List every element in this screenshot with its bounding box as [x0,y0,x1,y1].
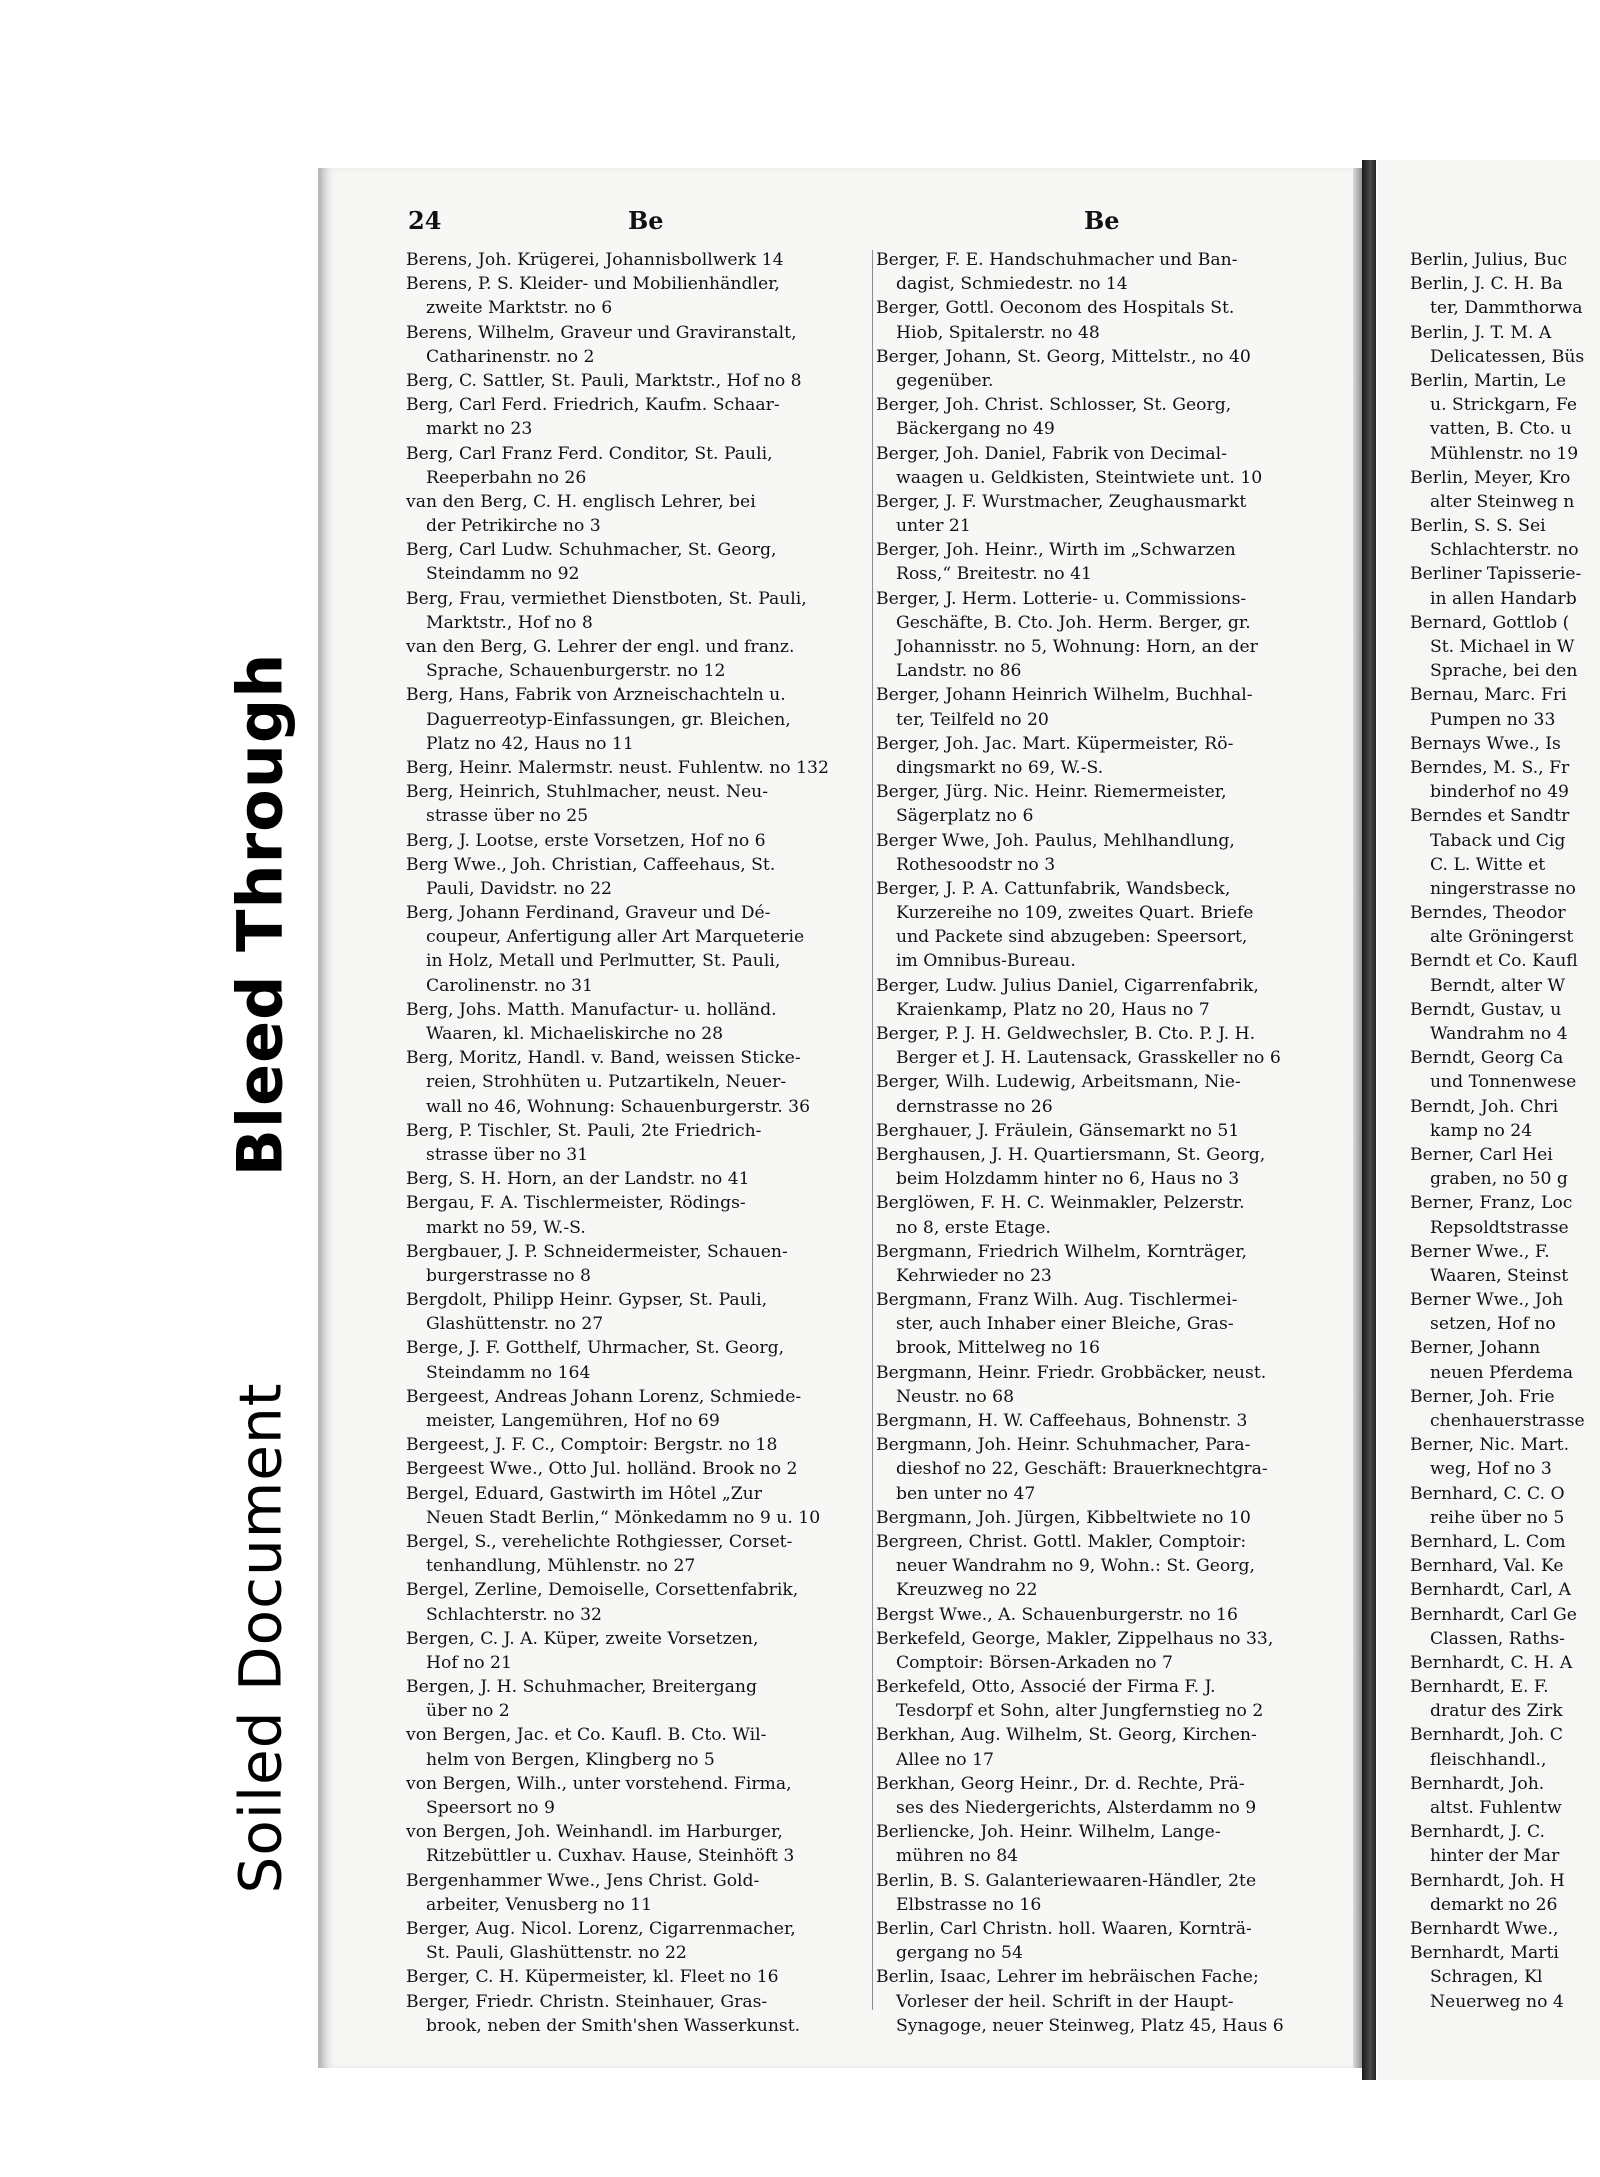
running-head-left: Be [628,206,664,235]
directory-entry-line: burgerstrasse no 8 [426,1265,591,1286]
directory-entry-line: u. Strickgarn, Fe [1430,395,1578,416]
directory-entry-line: van den Berg, G. Lehrer der engl. und franz. [406,637,795,657]
directory-entry-line: Bergen, J. H. Schuhmacher, Breitergang [406,1677,757,1698]
directory-entry-line: reihe über no 5 [1430,1507,1565,1528]
directory-entry-line: Bernhard, Val. Ke [1410,1556,1564,1577]
directory-entry-line: Tesdorpf et Sohn, alter Jungfernstieg no 2 [896,1701,1264,1722]
directory-entry-line: zweite Marktstr. no 6 [426,298,613,319]
directory-entry-line: coupeur, Anfertigung aller Art Marqueterie [426,927,805,948]
directory-entry-line: ter, Teilfeld no 20 [896,709,1049,730]
directory-entry-line: Delicatessen, Büs [1430,346,1585,367]
directory-entry-line: neuen Pferdema [1430,1362,1574,1383]
directory-entry-line: Berger Wwe, Joh. Paulus, Mehlhandlung, [876,830,1235,851]
directory-entry-line: Berger, Ludw. Julius Daniel, Cigarrenfabrik, [876,975,1259,996]
directory-entry-line: Bergeest, Andreas Johann Lorenz, Schmiede- [406,1386,802,1407]
directory-entry-line: markt no 23 [426,419,533,440]
directory-entry-line: Berner, Joh. Frie [1410,1386,1555,1407]
directory-entry-line: binderhof no 49 [1430,782,1569,803]
bleed-through-label: Bleed Through [223,652,297,1176]
directory-entry-line: ter, Dammthorwa [1430,298,1583,319]
directory-entry-line: Berkefeld, George, Makler, Zippelhaus no 33, [876,1628,1274,1649]
directory-entry-line: Berg, Moritz, Handl. v. Band, weissen Sticke- [406,1048,801,1069]
directory-entry-line: Bernhardt, J. C. [1410,1822,1545,1843]
directory-entry-line: Berndes, M. S., Fr [1410,757,1570,778]
directory-entry-line: Berger, Joh. Jac. Mart. Küpermeister, Rö- [876,733,1234,754]
directory-entry-line: Bergeest Wwe., Otto Jul. holländ. Brook no 2 [406,1459,798,1480]
directory-entry-line: gegenüber. [896,370,994,391]
directory-entry-line: Berndt, Georg Ca [1410,1048,1564,1069]
directory-entry-line: Bergau, F. A. Tischlermeister, Rödings- [406,1193,746,1214]
directory-entry-line: in Holz, Metall und Perlmutter, St. Pauli, [426,951,781,972]
directory-entry-line: Kurzereihe no 109, zweites Quart. Briefe [896,903,1254,924]
directory-entry-line: Berndt, alter W [1430,975,1566,996]
directory-entry-line: Berndt et Co. Kaufl [1410,951,1578,972]
directory-entry-line: Berger, Friedr. Christn. Steinhauer, Gras- [406,1991,768,2012]
directory-entry-line: van den Berg, C. H. englisch Lehrer, bei [406,491,756,512]
running-head-right: Be [1084,206,1120,235]
directory-entry-line: Bernhardt Wwe., [1410,1918,1559,1939]
directory-entry-line: Bernhardt, Joh. H [1410,1870,1565,1891]
directory-entry-line: Johannisstr. no 5, Wohnung: Horn, an der [896,637,1258,657]
directory-entry-line: Berlin, Carl Christn. holl. Waaren, Kornträ- [876,1918,1252,1939]
directory-entry-line: Berg Wwe., Joh. Christian, Caffeehaus, St. [406,854,776,875]
directory-entry-line: Bergmann, Heinr. Friedr. Grobbäcker, neust. [876,1362,1267,1383]
directory-entry-line: Berndt, Joh. Chri [1410,1096,1559,1117]
directory-entry-line: setzen, Hof no [1430,1314,1556,1335]
directory-entry-line: Berg, C. Sattler, St. Pauli, Marktstr., Hof no 8 [406,370,802,391]
directory-entry-line: Neuen Stadt Berlin,“ Mönkedamm no 9 u. 10 [426,1507,821,1528]
directory-entry-line: strasse über no 31 [426,1144,589,1165]
directory-entry-line: Berg, J. Lootse, erste Vorsetzen, Hof no 6 [406,830,766,851]
directory-entry-line: Berge, J. F. Gotthelf, Uhrmacher, St. Georg, [406,1338,785,1359]
directory-entry-line: Berlin, Julius, Buc [1410,250,1568,270]
directory-entry-line: neuer Wandrahm no 9, Wohn.: St. Georg, [896,1556,1255,1577]
directory-entry-line: Reeperbahn no 26 [426,467,587,488]
directory-entry-line: von Bergen, Wilh., unter vorstehend. Firma, [406,1773,792,1794]
directory-entry-line: Steindamm no 92 [426,564,580,585]
directory-entry-line: Berg, Johann Ferdinand, Graveur und Dé- [406,903,771,924]
directory-entry-line: ster, auch Inhaber einer Bleiche, Gras- [896,1314,1234,1335]
directory-entry-line: Glashüttenstr. no 27 [426,1314,604,1335]
directory-entry-line: Berger, Gottl. Oeconom des Hospitals St. [876,298,1235,319]
directory-entry-line: graben, no 50 g [1430,1169,1568,1190]
directory-column-left [406,248,874,2038]
directory-entry-line: Berlin, J. C. H. Ba [1410,274,1563,295]
directory-entry-line: Ritzebüttler u. Cuxhav. Hause, Steinhöft 3 [426,1846,795,1867]
directory-entry-line: Bergdolt, Philipp Heinr. Gypser, St. Pauli, [406,1290,768,1311]
directory-entry-line: Bernhardt, Carl, A [1410,1580,1571,1601]
directory-entry-line: Sägerplatz no 6 [896,806,1034,827]
directory-entry-line: Berg, Carl Franz Ferd. Conditor, St. Pauli, [406,443,773,464]
directory-entry-line: Berlin, Isaac, Lehrer im hebräischen Fache; [876,1967,1259,1988]
directory-entry-line: Bergeest, J. F. C., Comptoir: Bergstr. no 18 [406,1435,778,1456]
directory-entry-line: alte Gröningerst [1430,927,1574,948]
directory-entry-line: Daguerreotyp-Einfassungen, gr. Bleichen, [426,709,791,730]
directory-entry-line: Berner, Franz, Loc [1410,1193,1573,1214]
directory-entry-line: Bernhardt, Joh. C [1410,1725,1563,1746]
page-number: 24 [408,206,442,235]
directory-entry-line: no 8, erste Etage. [896,1217,1051,1238]
directory-entry-line: Mühlenstr. no 19 [1430,443,1579,464]
directory-entry-line: Berg, Frau, vermiethet Dienstboten, St. Pauli, [406,588,807,609]
directory-entry-line: weg, Hof no 3 [1430,1459,1552,1480]
directory-entry-line: Rothesoodstr no 3 [896,854,1056,875]
directory-entry-line: Berghauer, J. Fräulein, Gänsemarkt no 51 [876,1120,1240,1141]
directory-entry-line: von Bergen, Jac. et Co. Kaufl. B. Cto. Wil- [406,1725,767,1746]
directory-entry-line: Elbstrasse no 16 [896,1894,1042,1915]
directory-entry-line: Schlachterstr. no [1430,540,1579,561]
directory-column-right [1410,248,1600,2014]
directory-entry-line: Sprache, Schauenburgerstr. no 12 [426,661,726,682]
directory-entry-line: Bergmann, Joh. Heinr. Schuhmacher, Para- [876,1435,1251,1456]
directory-entry-line: St. Michael in W [1430,637,1575,657]
directory-entry-line: Speersort no 9 [426,1798,555,1818]
directory-entry-line: Berg, Heinr. Malermstr. neust. Fuhlentw. no 132 [406,757,829,778]
directory-entry-line: demarkt no 26 [1430,1894,1558,1915]
directory-entry-line: Berens, Wilhelm, Graveur und Graviranstalt, [406,322,797,343]
directory-entry-line: von Bergen, Joh. Weinhandl. im Harburger, [406,1822,783,1843]
directory-entry-line: Allee no 17 [896,1749,994,1770]
directory-entry-line: Bernhard, L. Com [1410,1531,1566,1552]
directory-entry-line: Berndes et Sandtr [1410,806,1570,827]
directory-entry-line: Berlin, J. T. M. A [1410,322,1552,343]
directory-entry-line: Waaren, kl. Michaeliskirche no 28 [426,1024,724,1044]
bleed-through-stamp [212,604,308,1224]
soiled-document-label: Soiled Document [226,1382,295,1894]
directory-entry-line: helm von Bergen, Klingberg no 5 [426,1749,715,1770]
directory-entry-line: Bernays Wwe., Is [1410,733,1561,754]
directory-entry-line: Berens, Joh. Krügerei, Johannisbollwerk 14 [406,250,784,270]
directory-entry-line: Bernhardt, Marti [1410,1943,1559,1964]
directory-entry-line: Sprache, bei den [1430,661,1578,682]
directory-entry-line: fleischhandl., [1430,1749,1547,1770]
directory-entry-line: Berger, Joh. Christ. Schlosser, St. Georg, [876,395,1232,416]
directory-entry-line: im Omnibus-Bureau. [896,951,1076,972]
directory-entry-line: kamp no 24 [1430,1120,1533,1141]
directory-entry-line: Berliencke, Joh. Heinr. Wilhelm, Lange- [876,1822,1221,1843]
directory-entry-line: alter Steinweg n [1430,491,1575,512]
directory-entry-line: C. L. Witte et [1430,854,1546,875]
directory-entry-line: Catharinenstr. no 2 [426,346,595,367]
directory-entry-line: dagist, Schmiedestr. no 14 [896,274,1128,295]
directory-entry-line: vatten, B. Cto. u [1430,419,1572,440]
directory-entry-line: Comptoir: Börsen-Arkaden no 7 [896,1652,1173,1673]
directory-entry-line: Berger, Joh. Daniel, Fabrik von Decimal- [876,443,1227,464]
directory-entry-line: Platz no 42, Haus no 11 [426,733,634,754]
directory-entry-line: Berg, Carl Ludw. Schuhmacher, St. Georg, [406,540,777,561]
directory-entry-line: Bernhardt, Carl Ge [1410,1604,1577,1625]
directory-entry-line: Marktstr., Hof no 8 [426,612,593,633]
directory-entry-line: Berger, F. E. Handschuhmacher und Ban- [876,250,1238,270]
directory-entry-line: Berndes, Theodor [1410,903,1566,924]
directory-entry-line: Bergmann, Joh. Jürgen, Kibbeltwiete no 10 [876,1507,1251,1528]
directory-entry-line: Bernau, Marc. Fri [1410,685,1567,706]
directory-entry-line: Berg, P. Tischler, St. Pauli, 2te Friedrich- [406,1120,762,1141]
directory-entry-line: dratur des Zirk [1430,1701,1563,1722]
directory-entry-line: Kraienkamp, Platz no 20, Haus no 7 [896,999,1210,1020]
directory-entry-line: Berkefeld, Otto, Associé der Firma F. J. [876,1677,1216,1698]
directory-entry-line: Pumpen no 33 [1430,709,1556,730]
directory-entry-line: Bergreen, Christ. Gottl. Makler, Comptoir: [876,1531,1247,1552]
directory-entry-line: und Tonnenwese [1430,1072,1577,1093]
directory-entry-line: Berger, Jürg. Nic. Heinr. Riemermeister, [876,782,1227,803]
directory-entry-line: Bernhardt, C. H. A [1410,1652,1573,1673]
directory-entry-line: mühren no 84 [896,1846,1019,1867]
directory-entry-line: Pauli, Davidstr. no 22 [426,878,612,899]
directory-entry-line: und Packete sind abzugeben: Speersort, [896,927,1248,948]
directory-entry-line: brook, neben der Smith'shen Wasserkunst. [426,2015,801,2036]
directory-entry-line: Bergmann, Franz Wilh. Aug. Tischlermei- [876,1290,1238,1311]
directory-entry-line: Wandrahm no 4 [1430,1024,1568,1044]
directory-entry-line: wall no 46, Wohnung: Schauenburgerstr. 36 [426,1096,811,1117]
directory-entry-line: Bergel, S., verehelichte Rothgiesser, Corset- [406,1531,793,1552]
directory-entry-line: arbeiter, Venusberg no 11 [426,1894,653,1915]
directory-entry-line: Berg, Heinrich, Stuhlmacher, neust. Neu- [406,782,769,803]
directory-entry-line: brook, Mittelweg no 16 [896,1338,1100,1359]
directory-entry-line: Berger, J. F. Wurstmacher, Zeughausmarkt [876,491,1247,512]
directory-entry-line: Berg, Hans, Fabrik von Arzneischachteln u. [406,685,786,706]
directory-entry-line: Berger, Wilh. Ludewig, Arbeitsmann, Nie- [876,1072,1241,1093]
directory-entry-line: Bernhard, C. C. O [1410,1483,1565,1504]
directory-entry-line: Berlin, B. S. Galanteriewaaren-Händler, 2te [876,1870,1257,1891]
directory-entry-line: Vorleser der heil. Schrift in der Haupt- [896,1991,1234,2012]
directory-entry-line: Hof no 21 [426,1652,512,1673]
directory-entry-line: Bernhardt, E. F. [1410,1677,1549,1698]
directory-entry-line: Berner Wwe., F. [1410,1241,1550,1262]
directory-entry-line: Berg, Johs. Matth. Manufactur- u. holländ. [406,999,777,1020]
directory-entry-line: altst. Fuhlentw [1430,1798,1562,1818]
directory-entry-line: Berner, Nic. Mart. [1410,1435,1570,1456]
directory-entry-line: Berkhan, Aug. Wilhelm, St. Georg, Kirchen- [876,1725,1257,1746]
page-gutter [1362,160,1376,2080]
directory-column-middle [876,248,1346,2038]
directory-entry-line: Berghausen, J. H. Quartiersmann, St. Georg, [876,1144,1266,1165]
directory-entry-line: Carolinenstr. no 31 [426,975,593,996]
directory-entry-line: Taback und Cig [1430,830,1566,851]
directory-entry-line: Kreuzweg no 22 [896,1580,1038,1601]
directory-entry-line: tenhandlung, Mühlenstr. no 27 [426,1556,696,1577]
directory-entry-line: dernstrasse no 26 [896,1096,1053,1117]
directory-entry-line: Berg, Carl Ferd. Friedrich, Kaufm. Schaar- [406,395,780,416]
soiled-document-stamp [212,1338,308,1938]
directory-entry-line: ningerstrasse no [1430,878,1576,899]
directory-entry-line: Berger, Johann Heinrich Wilhelm, Buchhal- [876,685,1253,706]
directory-entry-line: hinter der Mar [1430,1846,1560,1867]
directory-entry-line: Steindamm no 164 [426,1362,591,1383]
directory-entry-line: Berglöwen, F. H. C. Weinmakler, Pelzerstr. [876,1193,1245,1214]
directory-entry-line: Bergel, Eduard, Gastwirth im Hôtel „Zur [406,1483,762,1504]
directory-entry-line: markt no 59, W.-S. [426,1217,586,1238]
directory-entry-line: Bergmann, H. W. Caffeehaus, Bohnenstr. 3 [876,1411,1248,1431]
directory-entry-line: Schragen, Kl [1430,1967,1543,1988]
directory-entry-line: Berger, J. P. A. Cattunfabrik, Wandsbeck, [876,878,1231,899]
directory-entry-line: Berger, J. Herm. Lotterie- u. Commissions- [876,588,1247,609]
directory-entry-line: Berliner Tapisserie- [1410,564,1582,585]
directory-entry-line: St. Pauli, Glashüttenstr. no 22 [426,1943,687,1964]
directory-entry-line: Synagoge, neuer Steinweg, Platz 45, Haus 6 [896,2015,1284,2036]
directory-entry-line: Ross,“ Breitestr. no 41 [896,564,1092,585]
directory-entry-line: Berlin, Martin, Le [1410,370,1567,391]
directory-entry-line: Bergst Wwe., A. Schauenburgerstr. no 16 [876,1604,1238,1625]
directory-entry-line: Repsoldtstrasse [1430,1217,1569,1238]
directory-entry-line: unter 21 [896,516,971,537]
directory-entry-line: gergang no 54 [896,1943,1023,1964]
directory-entry-line: Berner, Johann [1410,1338,1541,1359]
directory-entry-line: in allen Handarb [1430,588,1577,609]
directory-entry-line: ses des Niedergerichts, Alsterdamm no 9 [896,1798,1257,1818]
directory-entry-line: Hiob, Spitalerstr. no 48 [896,322,1100,343]
directory-entry-line: Berndt, Gustav, u [1410,999,1562,1020]
directory-entry-line: Bergen, C. J. A. Küper, zweite Vorsetzen, [406,1628,759,1649]
directory-entry-line: Berger, P. J. H. Geldwechsler, B. Cto. P. J. H. [876,1024,1256,1044]
directory-entry-line: Bernhardt, Joh. [1410,1773,1545,1794]
directory-entry-line: Berger, Johann, St. Georg, Mittelstr., no 40 [876,346,1251,367]
directory-entry-line: Berger, C. H. Küpermeister, kl. Fleet no 16 [406,1967,779,1988]
directory-entry-line: Berens, P. S. Kleider- und Mobilienhändler, [406,274,780,295]
directory-entry-line: Berger et J. H. Lautensack, Grasskeller no 6 [896,1048,1281,1069]
directory-entry-line: Waaren, Steinst [1430,1265,1569,1286]
directory-entry-line: der Petrikirche no 3 [426,516,601,537]
directory-entry-line: Berger, Aug. Nicol. Lorenz, Cigarrenmacher, [406,1918,796,1939]
directory-entry-line: reien, Strohhüten u. Putzartikeln, Neuer- [426,1072,787,1093]
directory-entry-line: Berlin, S. S. Sei [1410,516,1546,537]
directory-entry-line: Berkhan, Georg Heinr., Dr. d. Rechte, Prä- [876,1773,1245,1794]
directory-entry-line: waagen u. Geldkisten, Steintwiete unt. 10 [896,467,1263,488]
directory-entry-line: Berlin, Meyer, Kro [1410,467,1571,488]
directory-entry-line: Bergel, Zerline, Demoiselle, Corsettenfabrik, [406,1580,799,1601]
directory-entry-line: Bäckergang no 49 [896,419,1055,440]
directory-entry-line: über no 2 [426,1701,510,1722]
directory-entry-line: Bergmann, Friedrich Wilhelm, Kornträger, [876,1241,1247,1262]
directory-entry-line: meister, Langemühren, Hof no 69 [426,1411,720,1431]
directory-entry-line: Berner Wwe., Joh [1410,1290,1564,1311]
directory-entry-line: Kehrwieder no 23 [896,1265,1052,1286]
directory-entry-line: Berger, Joh. Heinr., Wirth im „Schwarzen [876,540,1236,561]
directory-entry-line: dingsmarkt no 69, W.-S. [896,757,1104,778]
directory-entry-line: Berg, S. H. Horn, an der Landstr. no 41 [406,1169,750,1190]
directory-entry-line: Schlachterstr. no 32 [426,1604,602,1625]
directory-entry-line: dieshof no 22, Geschäft: Brauerknechtgra- [896,1459,1268,1480]
directory-entry-line: Bergenhammer Wwe., Jens Christ. Gold- [406,1870,760,1891]
directory-entry-line: Neustr. no 68 [896,1386,1015,1407]
directory-entry-line: beim Holzdamm hinter no 6, Haus no 3 [896,1169,1240,1190]
directory-entry-line: Geschäfte, B. Cto. Joh. Herm. Berger, gr. [896,612,1251,633]
directory-entry-line: Bernard, Gottlob ( [1410,612,1570,633]
directory-entry-line: Landstr. no 86 [896,661,1022,682]
directory-entry-line: Neuerweg no 4 [1430,1991,1564,2012]
directory-entry-line: ben unter no 47 [896,1483,1036,1504]
directory-entry-line: chenhauerstrasse [1430,1411,1585,1431]
directory-entry-line: Classen, Raths- [1430,1628,1565,1649]
directory-entry-line: strasse über no 25 [426,806,589,827]
directory-entry-line: Berner, Carl Hei [1410,1144,1553,1165]
directory-entry-line: Bergbauer, J. P. Schneidermeister, Schauen- [406,1241,788,1262]
